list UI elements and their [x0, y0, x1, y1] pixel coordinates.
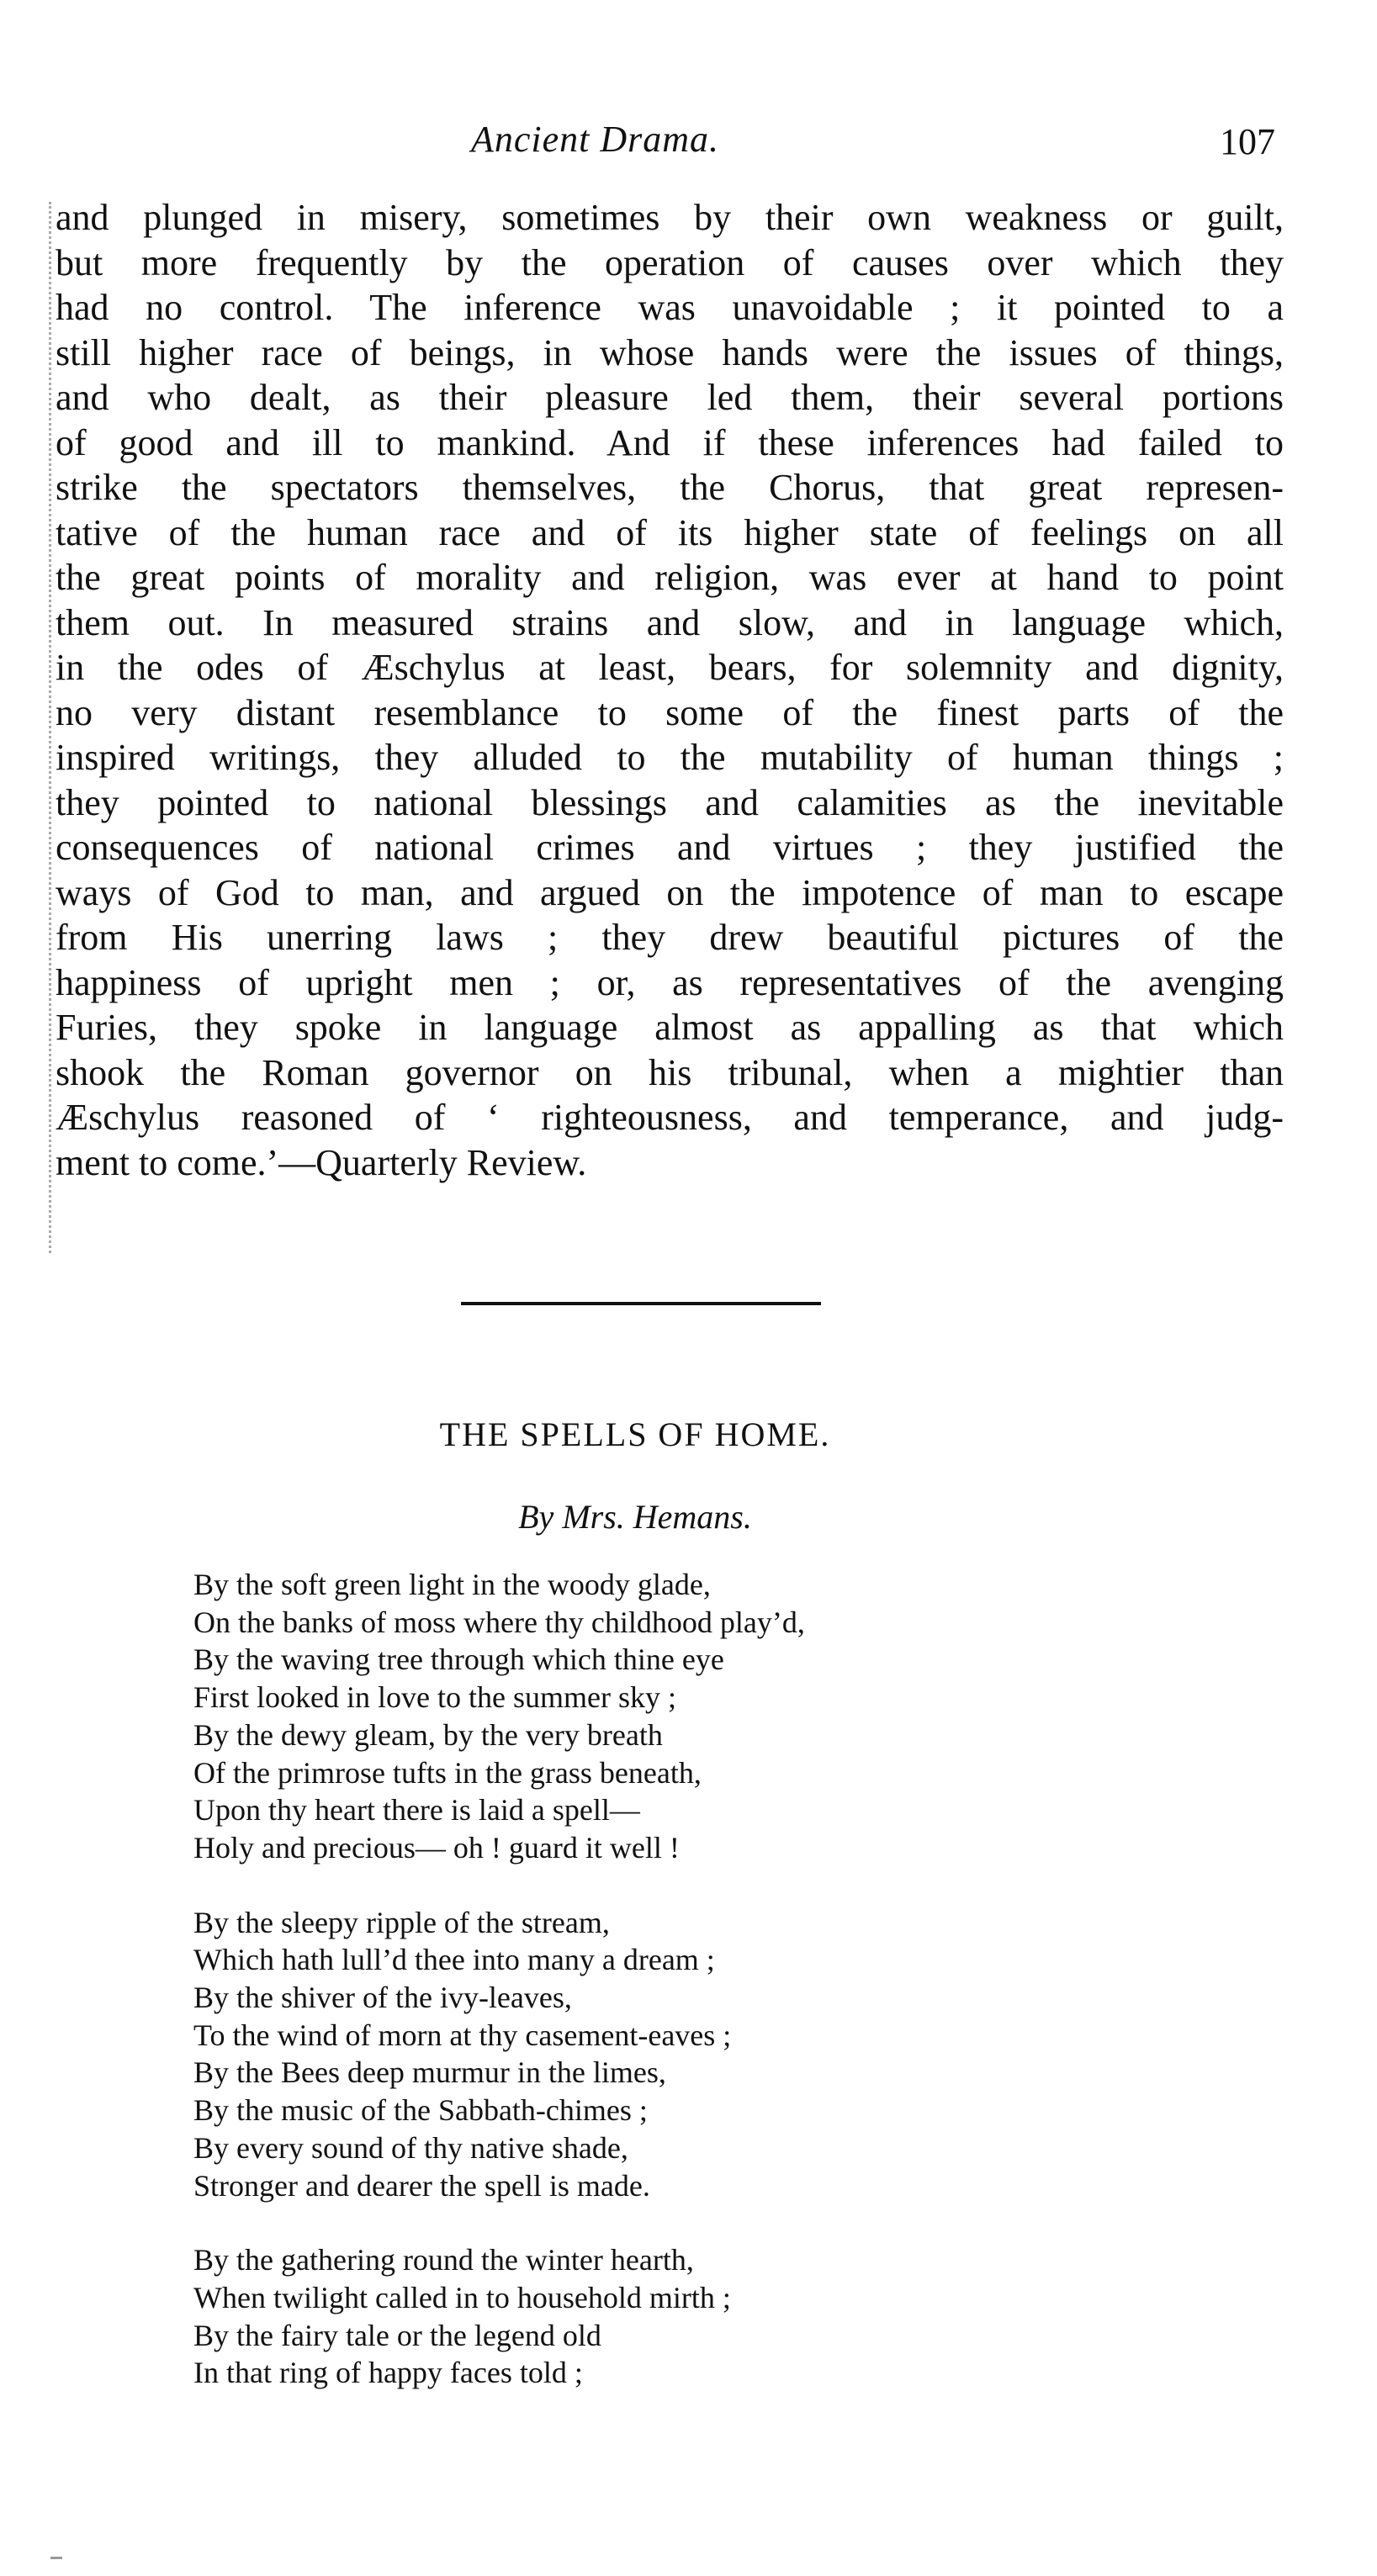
- poem-stanza: [193, 1566, 805, 1867]
- prose-line: and plunged in misery, sometimes by their own weakness or guilt,: [56, 197, 1284, 238]
- verse-line: On the banks of moss where thy childhood play’d,: [193, 1605, 805, 1639]
- poem-body: [193, 1566, 805, 2429]
- verse-line: By the soft green light in the woody glade,: [193, 1568, 711, 1601]
- prose-line: in the odes of Æschylus at least, bears, for solemnity and dignity,: [56, 647, 1284, 688]
- verse-line: To the wind of morn at thy casement-eaves ;: [193, 2018, 732, 2052]
- verse-line: By the shiver of the ivy-leaves,: [193, 1981, 572, 2015]
- verse-line: By the dewy gleam, by the very breath: [193, 1717, 663, 1752]
- prose-line: them out. In measured strains and slow, and in language which,: [56, 601, 1284, 643]
- essay-excerpt: [56, 195, 1284, 1185]
- poem-author: By Mrs. Hemans.: [518, 1498, 752, 1536]
- poem-stanza: [193, 1904, 805, 2205]
- prose-line: ways of God to man, and argued on the impotence of man to escape: [56, 871, 1284, 913]
- verse-line: By the sleepy ripple of the stream,: [193, 1905, 610, 1939]
- verse-line: By the Bees deep murmur in the limes,: [193, 2055, 666, 2090]
- prose-line: inspired writings, they alluded to the mutability of human things ;: [56, 737, 1284, 778]
- prose-line: shook the Roman governor on his tribunal, when a mightier than: [56, 1051, 1284, 1093]
- verse-line: By the fairy tale or the legend old: [193, 2318, 601, 2352]
- prose-line: the great points of morality and religion, was ever at hand to point: [56, 557, 1284, 598]
- verse-line: In that ring of happy faces told ;: [193, 2356, 583, 2390]
- prose-line: ment to come.’—Quarterly Review.: [56, 1141, 587, 1183]
- verse-line: Which hath lull’d thee into many a dream ;: [193, 1943, 715, 1977]
- page-header-title: Ancient Drama.: [471, 119, 720, 160]
- prose-line: of good and ill to mankind. And if these inferences had failed to: [56, 421, 1284, 463]
- prose-line: from His unerring laws ; they drew beautiful pictures of the: [56, 917, 1284, 958]
- prose-line: strike the spectators themselves, the Chorus, that great represen-: [56, 467, 1284, 508]
- verse-line: First looked in love to the summer sky ;: [193, 1680, 676, 1715]
- verse-line: Of the primrose tufts in the grass beneath,: [193, 1755, 702, 1790]
- verse-line: By the gathering round the winter hearth,: [193, 2243, 694, 2277]
- verse-line: By the music of the Sabbath-chimes ;: [193, 2093, 648, 2128]
- prose-line: tative of the human race and of its higher state of feelings on all: [56, 511, 1284, 553]
- page-speck: [50, 2557, 62, 2559]
- section-divider: [461, 1302, 821, 1305]
- verse-line: By the waving tree through which thine eye: [193, 1642, 724, 1677]
- prose-line: they pointed to national blessings and calamities as the inevitable: [56, 781, 1284, 823]
- prose-line: and who dealt, as their pleasure led them, their several portions: [56, 377, 1284, 418]
- prose-line: still higher race of beings, in whose hands were the issues of things,: [56, 331, 1284, 373]
- verse-line: Upon thy heart there is laid a spell—: [193, 1793, 640, 1828]
- prose-line: happiness of upright men ; or, as representatives of the avenging: [56, 961, 1284, 1003]
- verse-line: Holy and precious— oh ! guard it well !: [193, 1830, 680, 1865]
- verse-line: By every sound of thy native shade,: [193, 2130, 628, 2165]
- prose-line: no very distant resemblance to some of the finest parts of the: [56, 691, 1284, 733]
- prose-line: had no control. The inference was unavoidable ; it pointed to a: [56, 287, 1284, 328]
- poem-stanza: [193, 2241, 805, 2392]
- prose-line: but more frequently by the operation of causes over which they: [56, 241, 1284, 283]
- prose-line: consequences of national crimes and virtues ; they justified the: [56, 827, 1284, 868]
- poem-title: THE SPELLS OF HOME.: [439, 1415, 831, 1453]
- page-number: 107: [1220, 121, 1275, 162]
- prose-line: Æschylus reasoned of ‘ righteousness, and temperance, and judg-: [56, 1097, 1284, 1138]
- prose-line: Furies, they spoke in language almost as appalling as that which: [56, 1007, 1284, 1048]
- verse-line: Stronger and dearer the spell is made.: [193, 2168, 650, 2203]
- verse-line: When twilight called in to household mirth ;: [193, 2280, 731, 2314]
